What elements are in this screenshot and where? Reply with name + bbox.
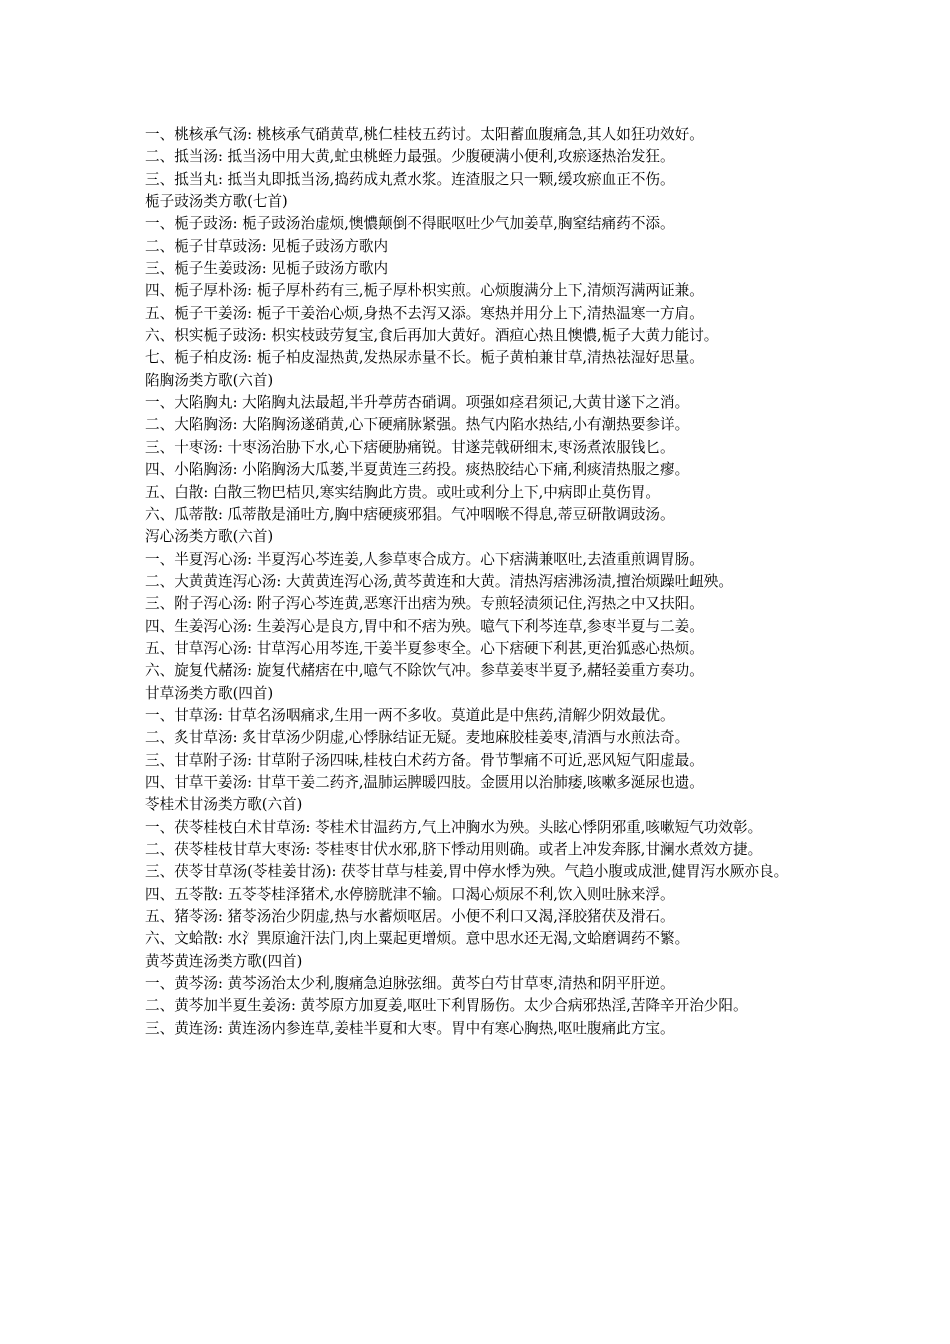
text-line: 四、五苓散: 五苓苓桂泽猪术,水停膀胱津不输。口渴心烦尿不利,饮入则吐脉来浮。 bbox=[145, 885, 675, 903]
text-line: 六、瓜蒂散: 瓜蒂散是涌吐方,胸中痞硬痰邪猖。气冲咽喉不得息,蒂豆研散调豉汤。 bbox=[145, 505, 675, 523]
text-line: 五、栀子干姜汤: 栀子干姜治心烦,身热不去泻又添。寒热并用分上下,清热温寒一方肩。 bbox=[145, 304, 704, 322]
section-heading: 甘草汤类方歌(四首) bbox=[145, 684, 274, 702]
text-paragraph: 一、茯苓桂枝白术甘草汤: 苓桂术甘温药方,气上冲胸水为殃。头眩心悸阴邪重,咳嗽短气功效彰。 bbox=[145, 818, 763, 836]
text-line: 四、小陷胸汤: 小陷胸汤大瓜蒌,半夏黄连三药投。痰热胶结心下痛,利痰清热服之瘳。 bbox=[145, 461, 690, 479]
text-paragraph: 二、茯苓桂枝甘草大枣汤: 苓桂枣甘伏水邪,脐下悸动用则确。或者上冲发奔豚,甘澜水煮效方捷。 bbox=[145, 841, 763, 858]
text-line: 五、白散: 白散三物巴桔贝,寒实结胸此方贵。或吐或利分上下,中病即止莫伤胃。 bbox=[145, 483, 661, 501]
text-line: 五、甘草泻心汤: 甘草泻心用芩连,干姜半夏参枣全。心下痞硬下利甚,更治狐惑心热烦。 bbox=[145, 639, 704, 657]
text-line: 四、生姜泻心汤: 生姜泻心是良方,胃中和不痞为殃。噫气下利芩连草,参枣半夏与二姜。 bbox=[145, 617, 704, 635]
text-line: 一、半夏泻心汤: 半夏泻心芩连姜,人参草枣合成方。心下痞满兼呕吐,去渣重煎调胃肠。 bbox=[145, 550, 704, 568]
text-line: 三、甘草附子汤: 甘草附子汤四味,桂枝白术药方备。骨节掣痛不可近,恶风短气阳虚最。 bbox=[145, 751, 704, 769]
text-line: 二、大黄黄连泻心汤: 大黄黄连泻心汤,黄芩黄连和大黄。清热泻痞沸汤渍,擅治烦躁吐衄殃。 bbox=[145, 572, 733, 590]
text-line: 三、抵当丸: 抵当丸即抵当汤,捣药成丸煮水浆。连渣服之只一颗,缓攻瘀血正不伤。 bbox=[145, 170, 675, 188]
text-line: 二、栀子甘草豉汤: 见栀子豉汤方歌内 bbox=[145, 237, 389, 255]
text-line: 五、猪苓汤: 猪苓汤治少阴虚,热与水蓄烦呕居。小便不利口又渴,泽胶猪茯及滑石。 bbox=[145, 908, 675, 926]
text-line: 四、栀子厚朴汤: 栀子厚朴药有三,栀子厚朴枳实煎。心烦腹满分上下,清烦泻满两证兼。 bbox=[145, 282, 704, 300]
text-line: 六、旋复代赭汤: 旋复代赭痞在中,噫气不除饮气冲。参草姜枣半夏予,赭轻姜重方奏功。 bbox=[145, 662, 704, 680]
text-line: 三、栀子生姜豉汤: 见栀子豉汤方歌内 bbox=[145, 260, 389, 278]
text-paragraph: 三、茯苓甘草汤(苓桂姜甘汤): 茯苓甘草与桂姜,胃中停水悸为殃。气趋小腹或成泄,健胃泻水厥亦良。 bbox=[145, 863, 789, 881]
text-line: 二、抵当汤: 抵当汤中用大黄,虻虫桃蛭力最强。少腹硬满小便利,攻瘀逐热治发狂。 bbox=[145, 148, 675, 166]
text-line: 一、大陷胸丸: 大陷胸丸法最超,半升葶苈杏硝调。项强如痉君须记,大黄甘遂下之消。 bbox=[145, 394, 690, 412]
section-heading: 苓桂术甘汤类方歌(六首) bbox=[145, 796, 303, 814]
section-heading: 黄芩黄连汤类方歌(四首) bbox=[145, 952, 303, 970]
text-line: 三、十枣汤: 十枣汤治胁下水,心下痞硬胁痛锐。甘遂芫戟研细末,枣汤煮浓服钱匕。 bbox=[145, 438, 675, 456]
text-line: 三、黄连汤: 黄连汤内参连草,姜桂半夏和大枣。胃中有寒心胸热,呕吐腹痛此方宝。 bbox=[145, 1019, 675, 1037]
text-line: 三、附子泻心汤: 附子泻心芩连黄,恶寒汗出痞为殃。专煎轻渍须记住,泻热之中又扶阳。 bbox=[145, 595, 704, 613]
text-line: 四、甘草干姜汤: 甘草干姜二药齐,温肺运脾暖四肢。金匮用以治肺痿,咳嗽多涎尿也遗。 bbox=[145, 773, 704, 791]
section-heading: 泻心汤类方歌(六首) bbox=[145, 528, 274, 546]
text-line: 一、黄芩汤: 黄芩汤治太少利,腹痛急迫脉弦细。黄芩白芍甘草枣,清热和阴平肝逆。 bbox=[145, 975, 675, 993]
section-heading: 栀子豉汤类方歌(七首) bbox=[145, 193, 288, 211]
document-body bbox=[145, 124, 813, 1040]
text-line: 二、大陷胸汤: 大陷胸汤遂硝黄,心下硬痛脉紧强。热气内陷水热结,小有潮热要参详。 bbox=[145, 416, 690, 434]
text-line: 二、黄芩加半夏生姜汤: 黄芩原方加夏姜,呕吐下利胃肠伤。太少合病邪热淫,苦降辛开治少阳。 bbox=[145, 997, 748, 1015]
text-line: 七、栀子柏皮汤: 栀子柏皮湿热黄,发热尿赤量不长。栀子黄柏兼甘草,清热祛湿好思量。 bbox=[145, 349, 704, 367]
text-line: 二、炙甘草汤: 炙甘草汤少阴虚,心悸脉结证无疑。麦地麻胶桂姜枣,清酒与水煎法奇。 bbox=[145, 729, 690, 747]
section-heading: 陷胸汤类方歌(六首) bbox=[145, 371, 274, 389]
text-line: 六、文蛤散: 水氵巽原逾汗法门,肉上粟起更增烦。意中思水还无渴,文蛤磨调药不繁。 bbox=[145, 930, 690, 948]
text-line: 一、栀子豉汤: 栀子豉汤治虚烦,懊憹颠倒不得眠呕吐少气加姜草,胸窒结痛药不添。 bbox=[145, 215, 675, 233]
text-line: 六、枳实栀子豉汤: 枳实枝豉劳复宝,食后再加大黄好。酒疸心热且懊憹,栀子大黄力能讨。 bbox=[145, 327, 719, 345]
text-line: 一、甘草汤: 甘草名汤咽痛求,生用一两不多收。莫道此是中焦药,清解少阴效最优。 bbox=[145, 706, 675, 724]
text-line: 一、桃核承气汤: 桃核承气硝黄草,桃仁桂枝五药讨。太阳蓄血腹痛急,其人如狂功效好。 bbox=[145, 126, 704, 143]
